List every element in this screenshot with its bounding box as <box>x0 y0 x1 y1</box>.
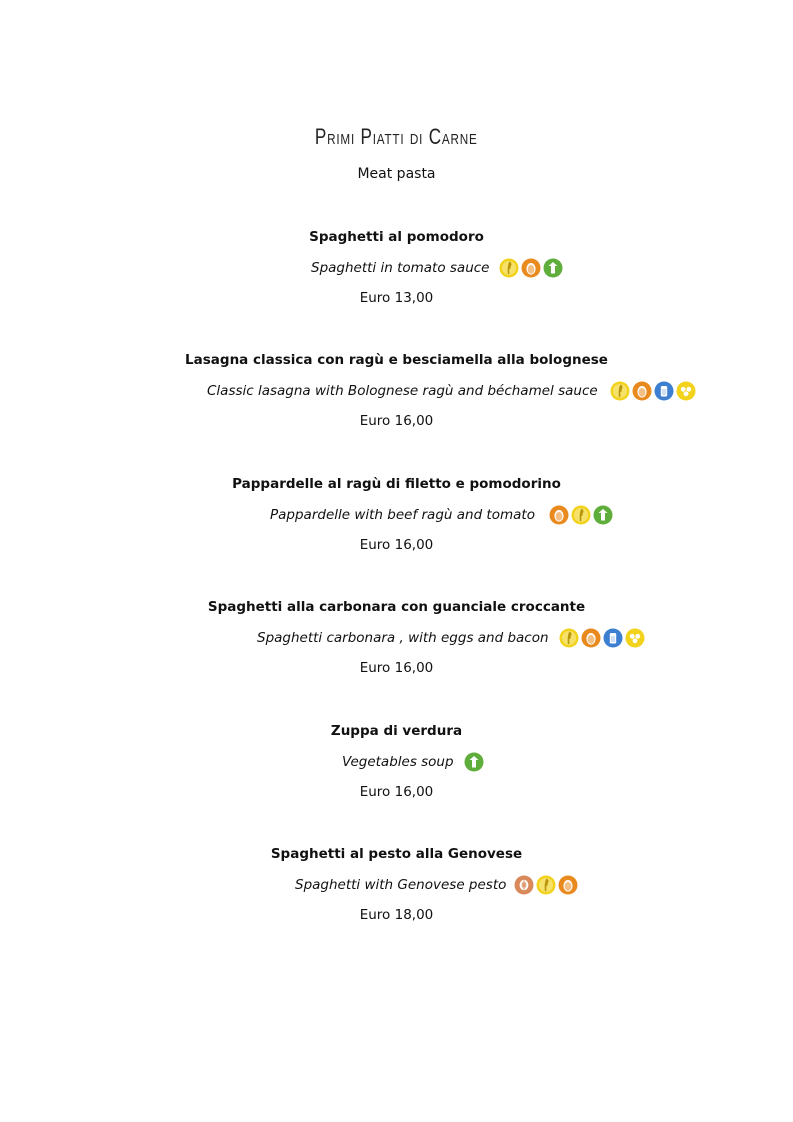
page-title <box>0 124 793 150</box>
egg-icon <box>632 381 652 401</box>
dish-description-row <box>270 505 613 525</box>
dish-description-row <box>257 628 645 648</box>
dish-description: Pappardelle with beef ragù and tomato <box>270 507 535 523</box>
dish-description: Spaghetti carbonara , with eggs and bacon <box>257 630 549 646</box>
allergen-icons <box>514 875 578 895</box>
sesame-icon <box>676 381 696 401</box>
dish-description: Vegetables soup <box>342 754 454 770</box>
gluten-icon <box>499 258 519 278</box>
gluten-icon <box>536 875 556 895</box>
egg-icon <box>549 505 569 525</box>
dish-name: Spaghetti al pesto alla Genovese <box>270 846 523 862</box>
allergen-icons <box>559 628 645 648</box>
allergen-icons <box>499 258 563 278</box>
nuts-icon <box>514 875 534 895</box>
celery-icon <box>464 752 484 772</box>
dish-price: Euro 13,00 <box>359 290 434 306</box>
page-subtitle: Meat pasta <box>357 166 436 182</box>
celery-icon <box>543 258 563 278</box>
dish-price: Euro 16,00 <box>359 784 434 800</box>
dish-price: Euro 16,00 <box>359 660 434 676</box>
dish-price: Euro 18,00 <box>359 907 434 923</box>
dish-name: Pappardelle al ragù di filetto e pomodorino <box>232 476 561 492</box>
egg-icon <box>581 628 601 648</box>
page-title-text: Primi Piatti di Carne <box>315 124 478 149</box>
allergen-icons <box>549 505 613 525</box>
egg-icon <box>521 258 541 278</box>
dish-description-row <box>207 381 696 401</box>
gluten-icon <box>571 505 591 525</box>
gluten-icon <box>559 628 579 648</box>
dish-description: Classic lasagna with Bolognese ragù and béchamel sauce <box>207 383 598 399</box>
dish-description-row <box>295 875 578 895</box>
dish-name: Spaghetti al pomodoro <box>309 229 484 245</box>
dish-name: Spaghetti alla carbonara con guanciale croccante <box>207 599 586 615</box>
milk-icon <box>654 381 674 401</box>
milk-icon <box>603 628 623 648</box>
dish-price: Euro 16,00 <box>359 537 434 553</box>
dish-name: Lasagna classica con ragù e besciamella alla bolognese <box>185 352 608 368</box>
dish-description: Spaghetti with Genovese pesto <box>295 877 507 893</box>
allergen-icons <box>610 381 696 401</box>
celery-icon <box>593 505 613 525</box>
allergen-icons <box>464 752 484 772</box>
dish-price: Euro 16,00 <box>359 413 434 429</box>
gluten-icon <box>610 381 630 401</box>
dish-name: Zuppa di verdura <box>330 723 463 739</box>
sesame-icon <box>625 628 645 648</box>
dish-description: Spaghetti in tomato sauce <box>311 260 490 276</box>
dish-description-row <box>311 258 563 278</box>
egg-icon <box>558 875 578 895</box>
dish-description-row <box>342 752 484 772</box>
